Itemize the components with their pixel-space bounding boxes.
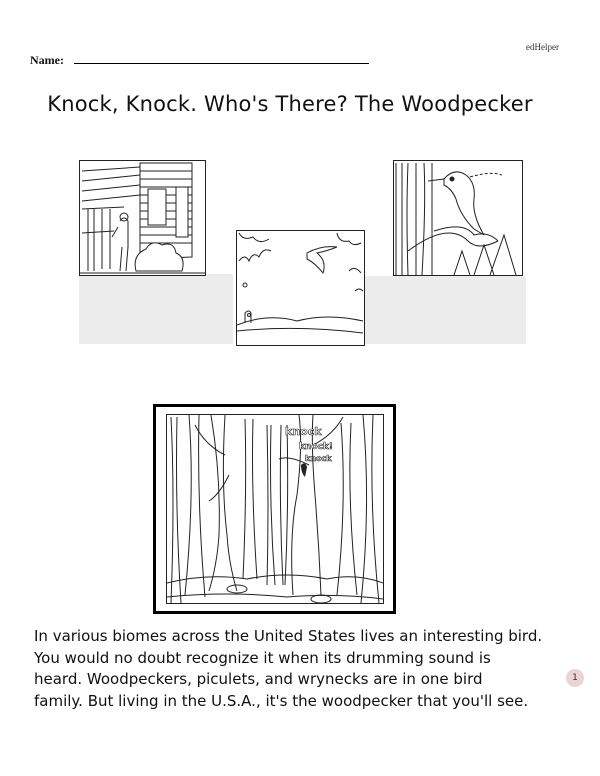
name-input-line[interactable]: [74, 63, 369, 64]
house-illustration: [79, 160, 206, 276]
picture-shading: [79, 274, 233, 344]
forest-picture-frame: [153, 404, 396, 614]
forest-illustration: [166, 414, 384, 604]
page-number-badge: 1: [566, 669, 584, 687]
landscape-illustration: [236, 230, 365, 346]
passage-line: heard. Woodpeckers, piculets, and wrynecks are in one bird: [34, 670, 483, 688]
brand-label: edHelper: [526, 42, 559, 52]
sound-word: knock: [305, 454, 332, 463]
passage-line: You would no doubt recognize it when its drumming sound is: [34, 648, 491, 667]
woodpecker-illustration: [393, 160, 523, 276]
name-label: Name:: [30, 53, 64, 67]
reading-passage: [34, 626, 574, 712]
passage-line: family. But living in the U.S.A., it's the woodpecker that you'll see.: [34, 691, 529, 710]
sound-word: knock!: [299, 442, 334, 452]
page-title: Knock, Knock. Who's There? The Woodpecker: [47, 92, 533, 116]
picture-shading: [362, 276, 526, 344]
sound-word: knock: [285, 425, 322, 438]
passage-line: In various biomes across the United States lives an interesting bird.: [34, 627, 543, 645]
